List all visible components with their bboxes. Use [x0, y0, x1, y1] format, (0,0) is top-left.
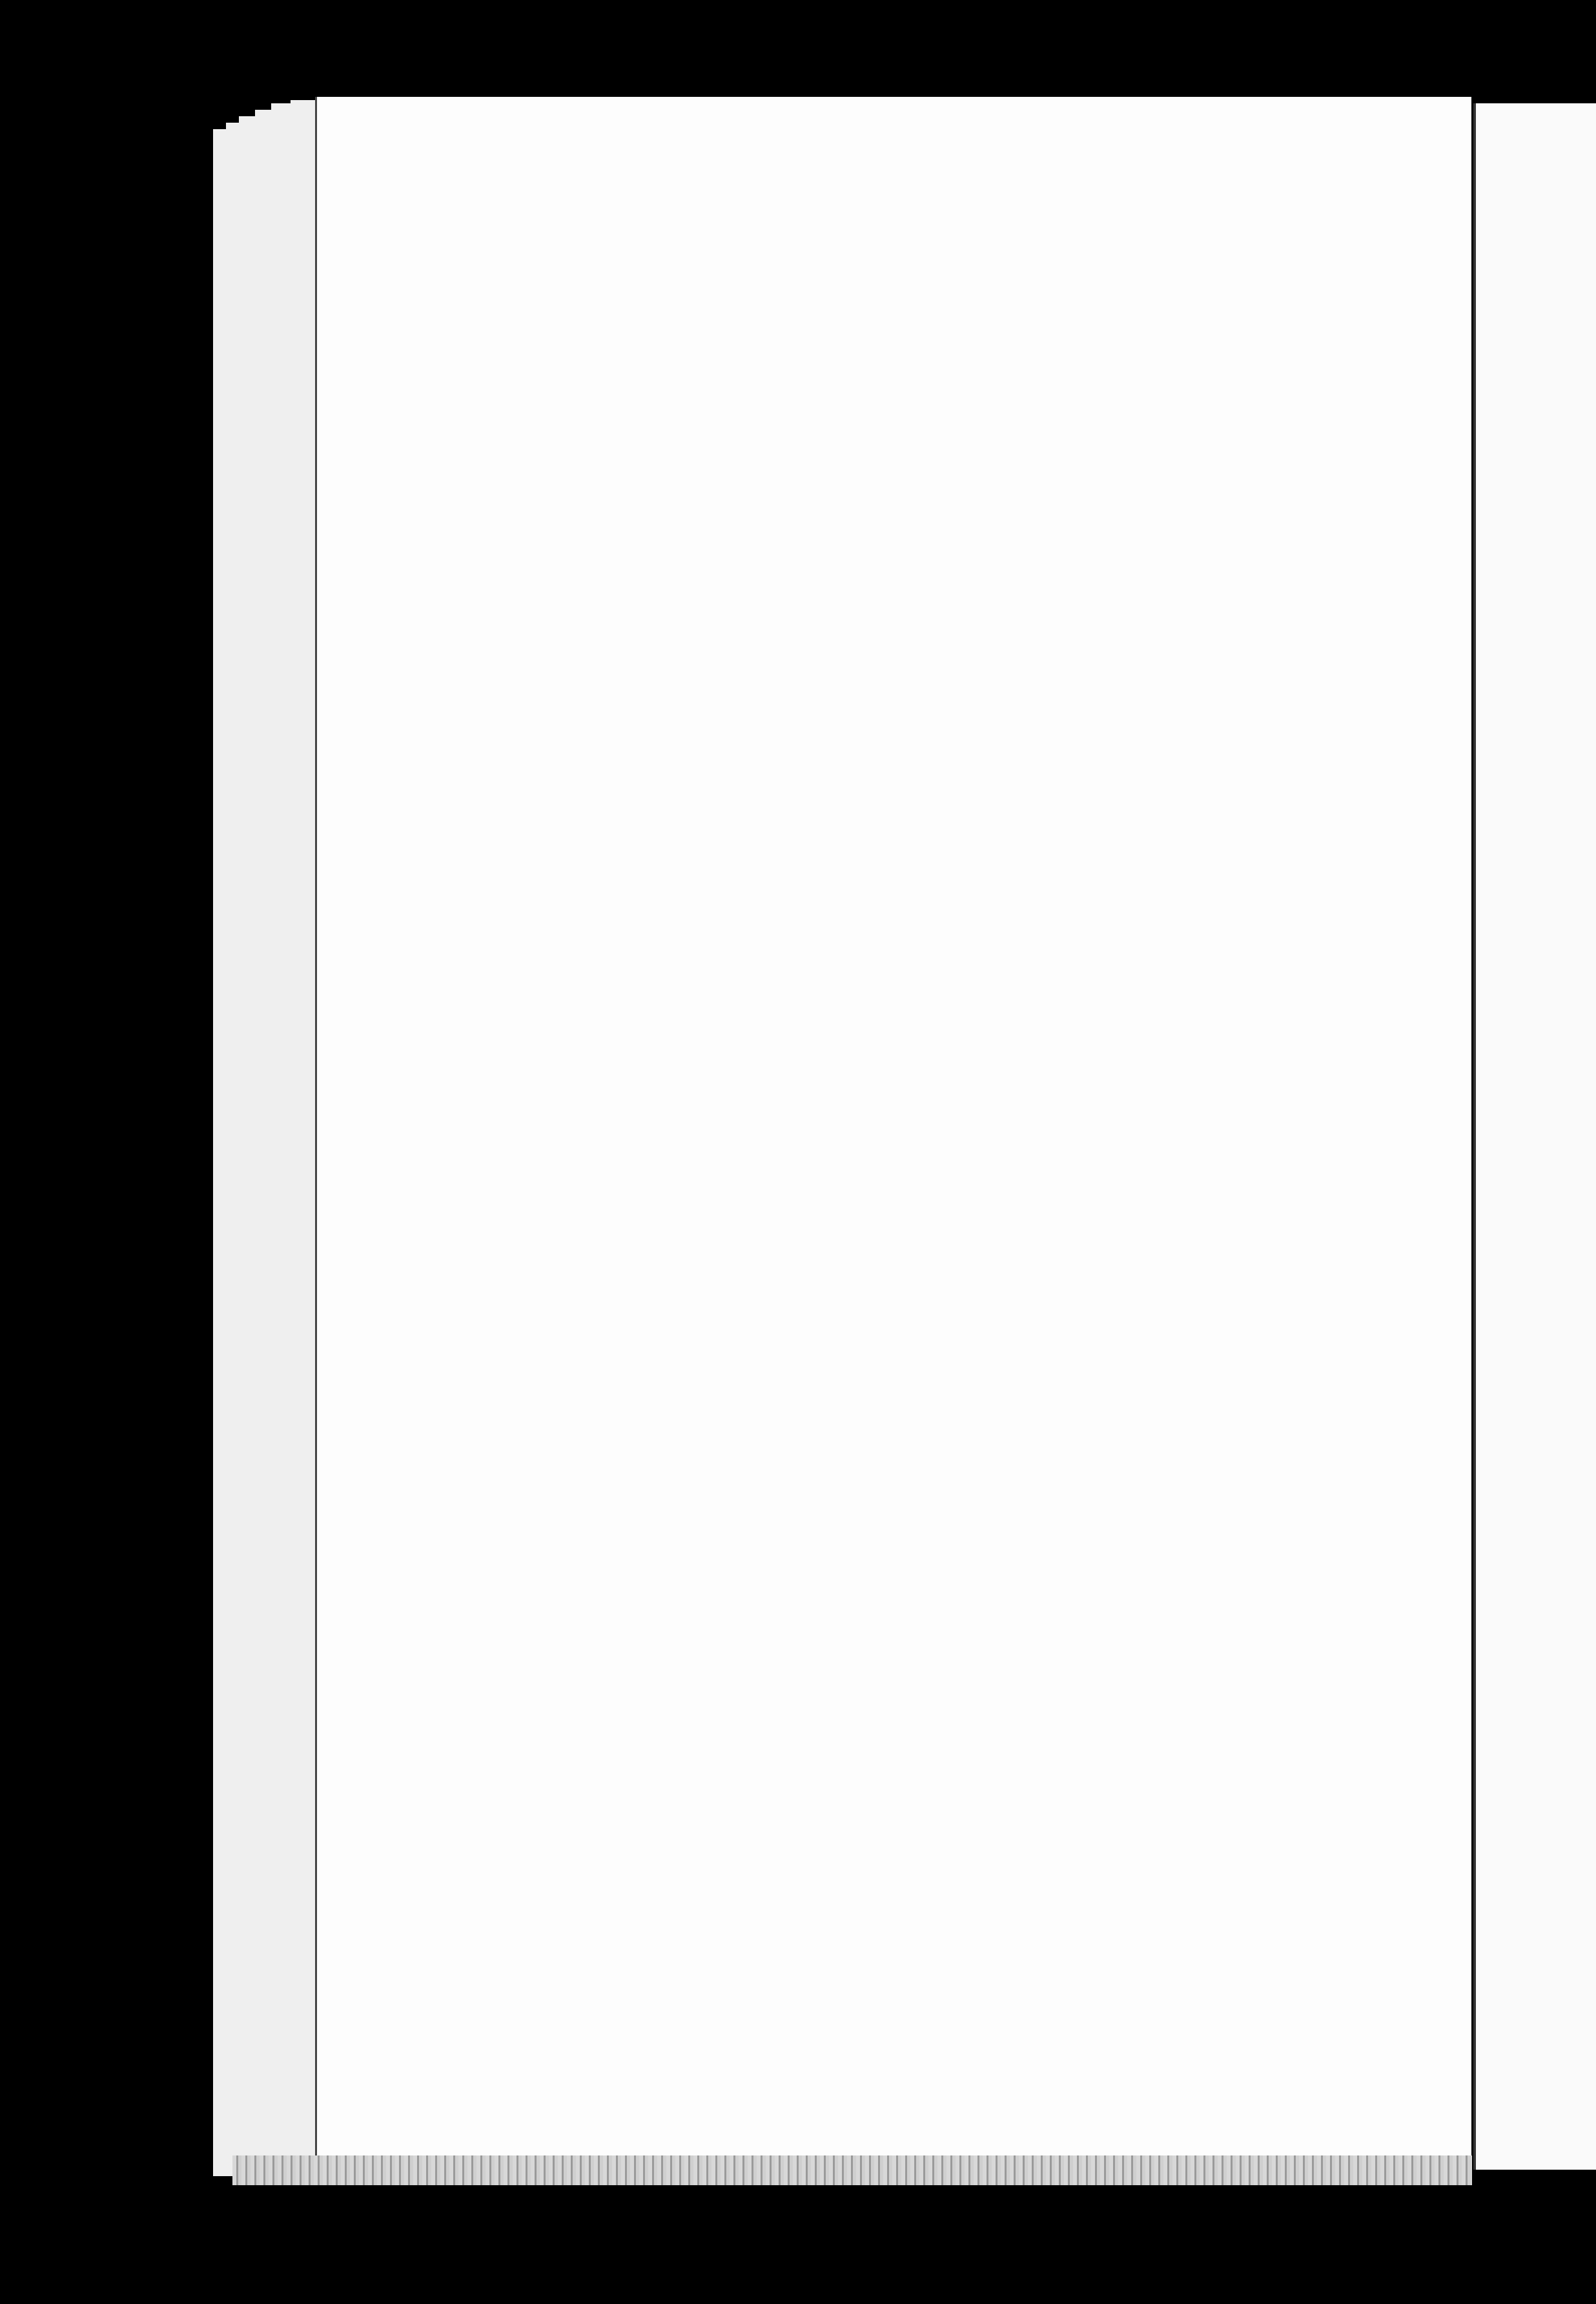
book-page — [315, 97, 1471, 2163]
facing-page — [1473, 103, 1596, 2170]
page-bottom-edge — [232, 2155, 1472, 2185]
page-content — [564, 363, 1380, 399]
